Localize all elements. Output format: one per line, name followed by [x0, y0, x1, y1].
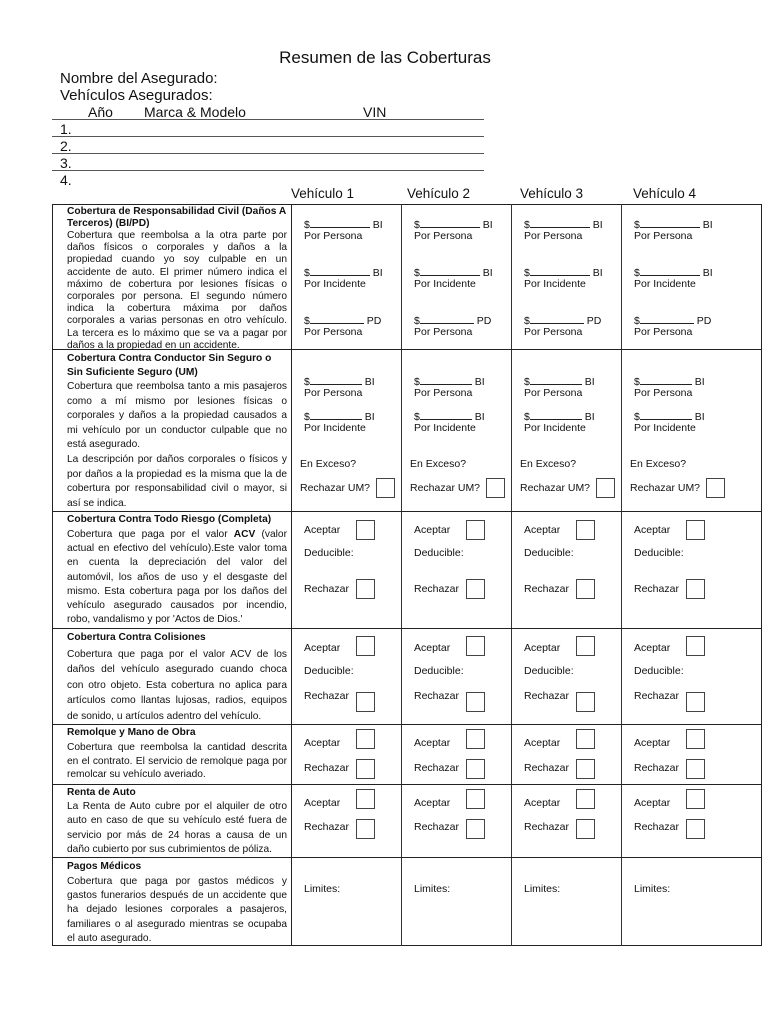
amount-blank[interactable] — [420, 409, 472, 420]
vehicle-3-comprehensive-reject-checkbox[interactable] — [576, 579, 595, 599]
vehicle-1-excess-label: En Exceso? — [300, 458, 357, 470]
vehicle-row-1[interactable]: 1. — [60, 121, 72, 137]
vehicle-4-excess-label: En Exceso? — [630, 458, 687, 470]
vehicle-3-medical-limits-label: Limites: — [524, 883, 561, 895]
vehicle-3-collision-accept-label: Aceptar — [524, 642, 561, 654]
vehicle-4-per-person-label: Por Persona — [634, 387, 693, 399]
vehicle-3-reject-um-label: Rechazar UM? — [520, 482, 591, 494]
vehicle-row-divider — [52, 136, 484, 137]
vehicle-1-rental-accept-label: Aceptar — [304, 797, 341, 809]
vehicle-3-comprehensive-accept-checkbox[interactable] — [576, 520, 595, 540]
vehicle-1-towing-accept-label: Aceptar — [304, 737, 341, 749]
vehicle-row-4[interactable]: 4. — [60, 172, 72, 188]
amount-unit: PD — [363, 315, 382, 327]
vehicle-4-per-incident-label: Por Incidente — [634, 422, 696, 434]
make-model-column-label: Marca & Modelo — [144, 104, 246, 120]
amount-blank[interactable] — [310, 265, 370, 276]
vehicle-2-per-incident-label: Por Incidente — [414, 278, 476, 290]
amount-blank[interactable] — [530, 374, 582, 385]
vehicle-4-rental-reject-label: Rechazar — [634, 821, 679, 833]
vehicle-1-collision-reject-label: Rechazar — [304, 690, 349, 702]
vehicle-3-collision-reject-label: Rechazar — [524, 690, 569, 702]
vehicle-4-reject-um-checkbox[interactable] — [706, 478, 725, 498]
column-divider — [291, 204, 292, 946]
dollar-sign: $ — [524, 315, 530, 327]
amount-unit: BI — [691, 376, 705, 388]
vehicle-1-um-bi-per-incident[interactable] — [304, 409, 375, 423]
vehicle-3-towing-reject-checkbox[interactable] — [576, 759, 595, 779]
amount-blank[interactable] — [310, 409, 362, 420]
vehicle-2-per-incident-label: Por Incidente — [414, 422, 476, 434]
amount-unit: BI — [581, 411, 595, 423]
amount-unit: BI — [471, 376, 485, 388]
vehicle-1-collision-accept-label: Aceptar — [304, 642, 341, 654]
vehicle-3-collision-deductible-label: Deducible: — [524, 665, 574, 677]
uninsured-description: Cobertura que reembolsa tanto a mis pasajeros como a mí mismo por lesiones físicas o corporales y daños a la propiedad causados a mi vehículo por un conductor culpable que no está asegurado. — [67, 381, 287, 451]
vehicle-3-rental-accept-label: Aceptar — [524, 797, 561, 809]
vehicle-2-um-bi-per-person[interactable] — [414, 374, 485, 388]
amount-blank[interactable] — [640, 409, 692, 420]
vehicle-3-per-person-label: Por Persona — [524, 230, 583, 242]
vehicle-1-collision-reject-checkbox[interactable] — [356, 692, 375, 712]
vehicle-4-liability-bi-per-incident[interactable] — [634, 265, 713, 279]
vehicle-2-rental-accept-checkbox[interactable] — [466, 789, 485, 809]
dollar-sign: $ — [634, 219, 640, 231]
vehicle-2-collision-reject-checkbox[interactable] — [466, 692, 485, 712]
comprehensive-heading: Cobertura Contra Todo Riesgo (Completa) — [67, 514, 272, 525]
vehicle-row-divider — [52, 170, 484, 171]
amount-unit: PD — [473, 315, 492, 327]
liability-heading: Cobertura de Responsabilidad Civil (Daños A Terceros) (BI/PD) — [67, 206, 286, 229]
vehicle-4-rental-reject-checkbox[interactable] — [686, 819, 705, 839]
vehicle-4-collision-reject-label: Rechazar — [634, 690, 679, 702]
amount-blank[interactable] — [530, 409, 582, 420]
amount-unit: BI — [471, 411, 485, 423]
vehicle-2-towing-reject-label: Rechazar — [414, 762, 459, 774]
vehicle-1-comprehensive-reject-checkbox[interactable] — [356, 579, 375, 599]
vehicle-4-towing-accept-label: Aceptar — [634, 737, 671, 749]
vehicle-4-collision-accept-checkbox[interactable] — [686, 636, 705, 656]
amount-unit: BI — [699, 267, 713, 279]
amount-unit: BI — [369, 267, 383, 279]
vehicle-1-towing-reject-label: Rechazar — [304, 762, 349, 774]
vehicle-2-excess-label: En Exceso? — [410, 458, 467, 470]
vehicle-4-towing-reject-label: Rechazar — [634, 762, 679, 774]
uninsured-description-2: La descripción por daños corporales o físicos y por daños a la propiedad es la misma que la de cobertura por responsabilidad civil o mayor, si así se indica. — [67, 454, 287, 509]
rental-heading: Renta de Auto — [67, 787, 136, 798]
vehicle-4-per-person-label: Por Persona — [634, 326, 693, 338]
vehicle-1-liability-pd-per-person[interactable] — [304, 313, 381, 327]
medical-description: Cobertura que paga por gastos médicos y gastos funerarios después de un accidente que ha dejado lesiones corporales a pasajeros, familiares o al asegurado mientras se ocupaba el auto asegurado. — [67, 876, 287, 944]
column-divider — [401, 204, 402, 946]
vehicle-2-comprehensive-accept-checkbox[interactable] — [466, 520, 485, 540]
vehicle-1-comprehensive-accept-label: Aceptar — [304, 524, 341, 536]
acv-term: ACV — [233, 529, 256, 540]
vehicle-row-3[interactable]: 3. — [60, 155, 72, 171]
amount-blank[interactable] — [530, 217, 590, 228]
dollar-sign: $ — [414, 267, 420, 279]
vehicle-2-liability-bi-per-incident[interactable] — [414, 265, 493, 279]
year-column-label: Año — [88, 104, 113, 120]
vehicle-1-reject-um-checkbox[interactable] — [376, 478, 395, 498]
vehicle-4-liability-pd-per-person[interactable] — [634, 313, 711, 327]
vehicle-3-towing-accept-checkbox[interactable] — [576, 729, 595, 749]
towing-description: Cobertura que reembolsa la cantidad descrita en el contrato. El servicio de remolque paga por remolcar su vehículo averiado. — [67, 742, 287, 781]
vehicle-4-per-person-label: Por Persona — [634, 230, 693, 242]
dollar-sign: $ — [634, 411, 640, 423]
vehicle-4-reject-um-label: Rechazar UM? — [630, 482, 701, 494]
vehicle-1-comprehensive-accept-checkbox[interactable] — [356, 520, 375, 540]
amount-blank[interactable] — [310, 374, 362, 385]
vehicle-1-liability-bi-per-incident[interactable] — [304, 265, 383, 279]
vehicle-2-header: Vehículo 2 — [407, 186, 471, 201]
amount-unit: BI — [691, 411, 705, 423]
vehicle-1-per-person-label: Por Persona — [304, 387, 363, 399]
vehicle-1-rental-reject-checkbox[interactable] — [356, 819, 375, 839]
vehicle-3-towing-reject-label: Rechazar — [524, 762, 569, 774]
amount-blank[interactable] — [530, 313, 584, 324]
vehicle-row-2[interactable]: 2. — [60, 138, 72, 154]
vehicle-1-liability-bi-per-person[interactable] — [304, 217, 383, 231]
amount-unit: BI — [369, 219, 383, 231]
vin-column-label: VIN — [363, 104, 387, 120]
vehicle-1-collision-deductible-label: Deducible: — [304, 665, 354, 677]
towing-heading: Remolque y Mano de Obra — [67, 727, 196, 738]
vehicle-4-comprehensive-reject-label: Rechazar — [634, 583, 679, 595]
vehicle-2-comprehensive-reject-checkbox[interactable] — [466, 579, 485, 599]
vehicle-1-medical-limits-label: Limites: — [304, 883, 341, 895]
amount-unit: BI — [361, 376, 375, 388]
vehicle-1-towing-reject-checkbox[interactable] — [356, 759, 375, 779]
dollar-sign: $ — [524, 376, 530, 388]
section-divider — [52, 784, 762, 785]
vehicle-4-comprehensive-reject-checkbox[interactable] — [686, 579, 705, 599]
vehicle-2-comprehensive-reject-label: Rechazar — [414, 583, 459, 595]
dollar-sign: $ — [414, 219, 420, 231]
dollar-sign: $ — [304, 219, 310, 231]
vehicle-1-per-person-label: Por Persona — [304, 326, 363, 338]
vehicle-4-collision-deductible-label: Deducible: — [634, 665, 684, 677]
amount-unit: PD — [693, 315, 712, 327]
amount-blank[interactable] — [640, 217, 700, 228]
uninsured-heading: Cobertura Contra Conductor Sin Seguro o Sin Suficiente Seguro (UM) — [67, 353, 272, 378]
vehicle-3-liability-pd-per-person[interactable] — [524, 313, 601, 327]
vehicle-4-rental-accept-label: Aceptar — [634, 797, 671, 809]
dollar-sign: $ — [524, 219, 530, 231]
amount-blank[interactable] — [310, 217, 370, 228]
vehicle-2-comprehensive-deductible-label: Deducible: — [414, 547, 464, 559]
amount-blank[interactable] — [420, 313, 474, 324]
insured-vehicles-label: Vehículos Asegurados: — [60, 87, 213, 104]
column-divider — [621, 204, 622, 946]
dollar-sign: $ — [414, 411, 420, 423]
vehicle-1-comprehensive-deductible-label: Deducible: — [304, 547, 354, 559]
collision-description: Cobertura que paga por el valor ACV de los daños del vehículo asegurado cuando choca con otro objeto. Esta cobertura no aplica para artículos como llantas lujosas, radios, equipos de sonido, u artículos adentro del vehículo. — [67, 649, 287, 722]
vehicle-4-comprehensive-deductible-label: Deducible: — [634, 547, 684, 559]
vehicle-1-rental-reject-label: Rechazar — [304, 821, 349, 833]
amount-unit: BI — [361, 411, 375, 423]
vehicle-2-um-bi-per-incident[interactable] — [414, 409, 485, 423]
vehicle-3-um-bi-per-incident[interactable] — [524, 409, 595, 423]
vehicle-3-reject-um-checkbox[interactable] — [596, 478, 615, 498]
vehicle-2-towing-accept-checkbox[interactable] — [466, 729, 485, 749]
column-divider — [511, 204, 512, 946]
amount-blank[interactable] — [420, 217, 480, 228]
medical-heading: Pagos Médicos — [67, 861, 142, 872]
vehicle-3-header: Vehículo 3 — [520, 186, 584, 201]
dollar-sign: $ — [414, 376, 420, 388]
vehicle-4-medical-limits-label: Limites: — [634, 883, 671, 895]
vehicle-1-um-bi-per-person[interactable] — [304, 374, 375, 388]
dollar-sign: $ — [304, 376, 310, 388]
dollar-sign: $ — [524, 411, 530, 423]
vehicle-4-collision-reject-checkbox[interactable] — [686, 692, 705, 712]
collision-heading: Cobertura Contra Colisiones — [67, 632, 206, 643]
vehicle-2-collision-accept-checkbox[interactable] — [466, 636, 485, 656]
comprehensive-text-cont: (valor actual en efectivo del vehículo).Este valor toma en cuenta la depreciación del valor del automóvil, los años de uso y el desgaste del mismo. Esta cobertura paga por los daños del vehículo asegurado causados por incendio, robo, vandalismo y por 'Actos de Dios.' — [67, 529, 287, 626]
vehicle-4-per-incident-label: Por Incidente — [634, 278, 696, 290]
vehicle-3-excess-label: En Exceso? — [520, 458, 577, 470]
comprehensive-description — [67, 528, 287, 627]
vehicle-2-rental-accept-label: Aceptar — [414, 797, 451, 809]
vehicle-3-per-incident-label: Por Incidente — [524, 422, 586, 434]
dollar-sign: $ — [634, 376, 640, 388]
vehicle-2-reject-um-checkbox[interactable] — [486, 478, 505, 498]
vehicle-3-collision-reject-checkbox[interactable] — [576, 692, 595, 712]
section-divider — [52, 628, 762, 629]
vehicle-2-liability-bi-per-person[interactable] — [414, 217, 493, 231]
amount-blank[interactable] — [640, 313, 694, 324]
vehicle-2-collision-deductible-label: Deducible: — [414, 665, 464, 677]
vehicle-1-per-incident-label: Por Incidente — [304, 278, 366, 290]
vehicle-row-divider — [52, 119, 484, 120]
vehicle-3-rental-reject-checkbox[interactable] — [576, 819, 595, 839]
vehicle-1-per-incident-label: Por Incidente — [304, 422, 366, 434]
vehicle-2-liability-pd-per-person[interactable] — [414, 313, 491, 327]
vehicle-row-divider — [52, 153, 484, 154]
amount-unit: BI — [589, 219, 603, 231]
vehicle-3-um-bi-per-person[interactable] — [524, 374, 595, 388]
amount-blank[interactable] — [530, 265, 590, 276]
amount-unit: PD — [583, 315, 602, 327]
vehicle-3-comprehensive-deductible-label: Deducible: — [524, 547, 574, 559]
section-divider — [52, 724, 762, 725]
dollar-sign: $ — [304, 267, 310, 279]
vehicle-3-liability-bi-per-incident[interactable] — [524, 265, 603, 279]
vehicle-2-per-person-label: Por Persona — [414, 230, 473, 242]
amount-blank[interactable] — [640, 374, 692, 385]
vehicle-3-per-person-label: Por Persona — [524, 387, 583, 399]
vehicle-4-comprehensive-accept-label: Aceptar — [634, 524, 671, 536]
vehicle-2-towing-accept-label: Aceptar — [414, 737, 451, 749]
vehicle-2-collision-reject-label: Rechazar — [414, 690, 459, 702]
vehicle-3-comprehensive-reject-label: Rechazar — [524, 583, 569, 595]
vehicle-2-reject-um-label: Rechazar UM? — [410, 482, 481, 494]
amount-unit: BI — [479, 267, 493, 279]
insured-name-label: Nombre del Asegurado: — [60, 70, 218, 87]
vehicle-4-um-bi-per-person[interactable] — [634, 374, 705, 388]
vehicle-2-collision-accept-label: Aceptar — [414, 642, 451, 654]
liability-description: Cobertura que reembolsa a la otra parte por daños físicos o corporales y daños a la propiedad cuando yo soy culpable en un accidente de auto. El primer número indica el máximo de cobertura por lesiones físicas o corporales por persona. El segundo número indica la cobertura máxima por daños corporales a varias personas en otro vehículo. La tercera es lo máximo que se va a pagar por daños a la propiedad en un accidente. — [67, 230, 287, 351]
vehicle-3-per-incident-label: Por Incidente — [524, 278, 586, 290]
vehicle-3-rental-accept-checkbox[interactable] — [576, 789, 595, 809]
vehicle-4-rental-accept-checkbox[interactable] — [686, 789, 705, 809]
vehicle-2-rental-reject-label: Rechazar — [414, 821, 459, 833]
vehicle-4-liability-bi-per-person[interactable] — [634, 217, 713, 231]
vehicle-3-liability-bi-per-person[interactable] — [524, 217, 603, 231]
amount-blank[interactable] — [310, 313, 364, 324]
amount-unit: BI — [581, 376, 595, 388]
vehicle-4-um-bi-per-incident[interactable] — [634, 409, 705, 423]
vehicle-1-rental-accept-checkbox[interactable] — [356, 789, 375, 809]
vehicle-4-header: Vehículo 4 — [633, 186, 697, 201]
vehicle-1-collision-accept-checkbox[interactable] — [356, 636, 375, 656]
dollar-sign: $ — [634, 267, 640, 279]
vehicle-3-rental-reject-label: Rechazar — [524, 821, 569, 833]
dollar-sign: $ — [304, 315, 310, 327]
vehicle-4-towing-accept-checkbox[interactable] — [686, 729, 705, 749]
vehicle-1-per-person-label: Por Persona — [304, 230, 363, 242]
page-title: Resumen de las Coberturas — [279, 48, 491, 67]
dollar-sign: $ — [634, 315, 640, 327]
vehicle-3-per-person-label: Por Persona — [524, 326, 583, 338]
vehicle-2-comprehensive-accept-label: Aceptar — [414, 524, 451, 536]
vehicle-3-collision-accept-checkbox[interactable] — [576, 636, 595, 656]
amount-blank[interactable] — [420, 265, 480, 276]
comprehensive-text: Cobertura que paga por el valor — [67, 529, 228, 540]
vehicle-2-towing-reject-checkbox[interactable] — [466, 759, 485, 779]
vehicle-1-comprehensive-reject-label: Rechazar — [304, 583, 349, 595]
vehicle-2-rental-reject-checkbox[interactable] — [466, 819, 485, 839]
vehicle-3-towing-accept-label: Aceptar — [524, 737, 561, 749]
dollar-sign: $ — [414, 315, 420, 327]
dollar-sign: $ — [304, 411, 310, 423]
vehicle-3-comprehensive-accept-label: Aceptar — [524, 524, 561, 536]
vehicle-1-header: Vehículo 1 — [291, 186, 355, 201]
dollar-sign: $ — [524, 267, 530, 279]
amount-unit: BI — [479, 219, 493, 231]
vehicle-4-towing-reject-checkbox[interactable] — [686, 759, 705, 779]
vehicle-4-comprehensive-accept-checkbox[interactable] — [686, 520, 705, 540]
vehicle-4-collision-accept-label: Aceptar — [634, 642, 671, 654]
vehicle-2-medical-limits-label: Limites: — [414, 883, 451, 895]
vehicle-2-per-person-label: Por Persona — [414, 387, 473, 399]
amount-blank[interactable] — [420, 374, 472, 385]
rental-description: La Renta de Auto cubre por el alquiler de otro auto en caso de que su vehículo esté fuera de servicio por más de 24 horas a causa de un daño cubierto por sus cubrimientos de póliza. — [67, 801, 287, 856]
vehicle-2-per-person-label: Por Persona — [414, 326, 473, 338]
amount-blank[interactable] — [640, 265, 700, 276]
amount-unit: BI — [699, 219, 713, 231]
vehicle-1-reject-um-label: Rechazar UM? — [300, 482, 371, 494]
vehicle-1-towing-accept-checkbox[interactable] — [356, 729, 375, 749]
amount-unit: BI — [589, 267, 603, 279]
